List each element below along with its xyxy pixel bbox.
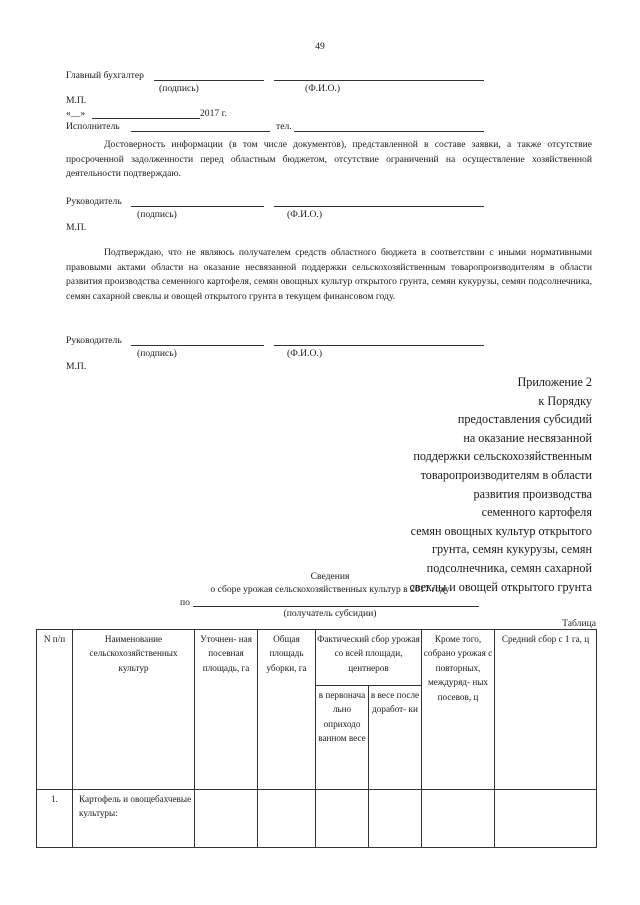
appendix-line: грунта, семян кукурузы, семян [432,542,592,557]
chief-accountant-label: Главный бухгалтер [66,70,144,81]
phone-label: тел. [276,121,292,132]
signature-caption: (подпись) [137,348,177,359]
chief-accountant-signature-line [154,80,264,81]
report-title: Сведения [310,571,350,582]
signature-caption: (подпись) [159,83,199,94]
recipient-line [193,606,479,607]
appendix-line: семян овощных культур открытого [410,523,592,538]
row-cell [195,790,258,848]
page-number: 49 [315,41,325,52]
fio-caption: (Ф.И.О.) [287,348,323,359]
head-label: Руководитель [66,196,122,207]
row-num: 1. [37,790,73,848]
row-cell [258,790,316,848]
appendix-line: товаропроизводителям в области [420,467,592,482]
stamp-label: М.П. [66,222,87,233]
report-subtitle: о сборе урожая сельскохозяйственных культур в 2017 году [210,584,450,595]
harvest-table [36,629,597,848]
header-actual-harvest: Фактический сбор урожая со всей площади, центнеров [316,630,422,686]
header-sown-area: Уточнен- ная посевная площадь, га [195,630,258,790]
appendix-line: свеклы и овощей открытого грунта [409,579,592,594]
recipient-po-label: по [180,597,190,608]
phone-line [294,131,484,132]
appendix-line: к Порядку [538,393,592,408]
header-average-yield: Средний сбор с 1 га, ц [495,630,597,790]
date-open: «__» [66,108,86,119]
appendix-line: семенного картофеля [481,505,592,520]
row-cell [495,790,597,848]
appendix-line: подсолнечника, семян сахарной [426,560,592,575]
header-initial-weight: в первонача льно оприходо ванном весе [316,686,369,790]
appendix-line: развития производства [473,486,592,501]
appendix-line: Приложение 2 [517,375,592,389]
appendix-line: на оказание несвязанной [463,430,592,445]
head-signature-line [131,345,264,346]
table-label: Таблица [562,618,596,629]
header-final-weight: в весе после доработ- ки [369,686,422,790]
header-num: N п/п [37,630,73,790]
head-fio-line [274,345,484,346]
appendix-line: поддержки сельскохозяйственным [413,449,592,464]
fio-caption: (Ф.И.О.) [287,209,323,220]
head-signature-line [131,206,264,207]
row-cell [422,790,495,848]
row-cell [369,790,422,848]
recipient-caption: (получатель субсидии) [283,608,377,619]
appendix-line: предоставления субсидий [457,412,592,427]
stamp-label: М.П. [66,361,87,372]
appendix-heading [409,373,592,596]
header-crop-name: Наименование сельскохозяйственных культур [73,630,195,790]
row-cell [316,790,369,848]
head-fio-line [274,206,484,207]
confirmation-paragraph-2: Подтверждаю, что не являюсь получателем средств областного бюджета в соответствии с иными нормативными правовыми актами области на оказание несвязанной поддержки сельскохозяйственным товаропроизводителям в области развития производства семенного картофеля, семян овощных культур открытого грунта, семян кукурузы, семян подсолнечника, семян сахарной свеклы и овощей открытого грунта в текущем финансовом году. [66,247,592,303]
stamp-label: М.П. [66,95,87,106]
head-label: Руководитель [66,335,122,346]
executor-label: Исполнитель [66,121,120,132]
executor-line [131,131,270,132]
chief-accountant-fio-line [274,80,484,81]
fio-caption: (Ф.И.О.) [305,83,341,94]
date-year: 2017 г. [200,108,227,119]
signature-caption: (подпись) [137,209,177,220]
row-crop-name: Картофель и овощебахчевые культуры: [73,790,195,848]
date-line [92,118,200,119]
confirmation-paragraph-1: Достоверность информации (в том числе документов), представленной в составе заявки, а также отсутствие просроченной задолженности перед областным бюджетом, отсутствие ограничений на осуществление хозяйственной деятельности подтверждаю. [66,139,592,180]
header-harvest-area: Общая площадь уборки, га [258,630,316,790]
header-repeat-harvest: Кроме того, собрано урожая с повторных, междуряд- ных посевов, ц [422,630,495,790]
